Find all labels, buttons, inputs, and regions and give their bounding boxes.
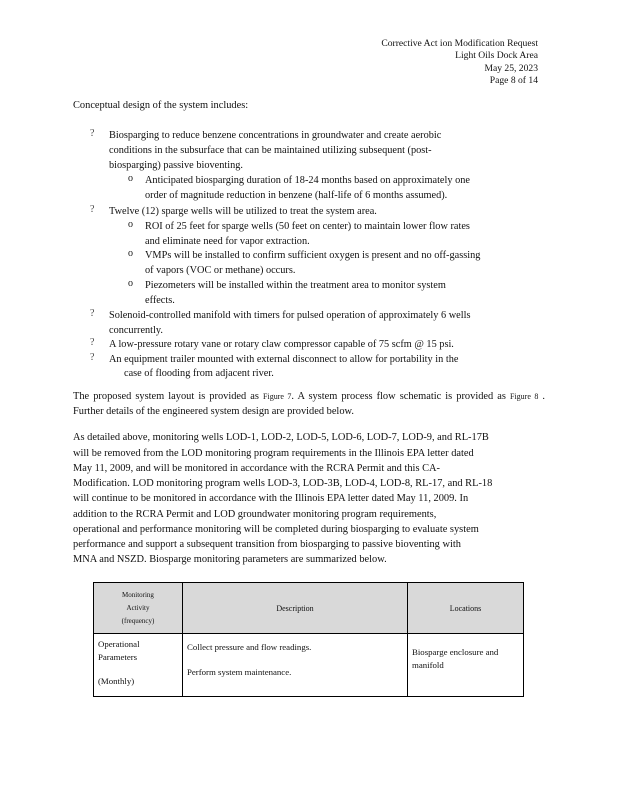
header-area: Light Oils Dock Area [455, 50, 538, 62]
header-description: Description [183, 583, 408, 634]
cell-activity [94, 634, 183, 697]
para3-line-4: Modification. LOD monitoring program wells LOD-3, LOD-3B, LOD-4, LOD-8, RL-17, and RL-18 [73, 478, 493, 489]
table-row [94, 634, 524, 697]
para3-line-5: will continue to be monitored in accordance with the Illinois EPA letter dated May 11, 2009. In [73, 493, 469, 504]
system-layout-paragraph [73, 389, 545, 419]
header-doc-title: Corrective Act ion Modification Request [381, 38, 538, 49]
para3-line-9: MNA and NSZD. Biosparge monitoring parameters are summarized below. [73, 554, 387, 565]
cell-description [183, 634, 408, 697]
para3-line-1: As detailed above, monitoring wells LOD-1, LOD-2, LOD-5, LOD-6, LOD-7, LOD-9, and RL-17B [73, 432, 489, 443]
bullet-5-line-2: case of flooding from adjacent river. [124, 368, 274, 379]
sub-bullet-1-1-line-1: Anticipated biosparging duration of 18-24 months based on approximately one [145, 175, 470, 186]
table-header-row [94, 583, 524, 634]
header-monitoring-activity [94, 583, 183, 634]
header-locations: Locations [408, 583, 524, 634]
bullet-marker: ? [90, 337, 95, 348]
header-activity-line-1: Monitoring [122, 590, 154, 599]
cell-locations [408, 634, 524, 697]
page-header [381, 38, 538, 88]
header-activity-line-3: (frequency) [121, 616, 155, 625]
sub-bullet-2-3-line-1: Piezometers will be installed within the treatment area to monitor system [145, 280, 446, 291]
para2-mid: . A system process flow schematic is provided as [291, 391, 510, 402]
header-page-number: Page 8 of 14 [489, 75, 538, 87]
cell-activity-line-2: Parameters [98, 652, 138, 662]
sub-bullet-2-3-line-2: effects. [145, 295, 175, 306]
sub-bullet-2-2-line-1: VMPs will be installed to confirm sufficient oxygen is present and no off-gassing [145, 250, 481, 261]
para2-post: . Further details of the engineered system design are provided below. [73, 391, 546, 417]
sub-bullet-marker: o [128, 278, 133, 289]
sub-bullet-1-1-line-2: order of magnitude reduction in benzene (half-life of 6 months assumed). [145, 190, 448, 201]
bullet-5-line-1: An equipment trailer mounted with external disconnect to allow for portability in the [109, 354, 459, 365]
sub-bullet-2-1-line-1: ROI of 25 feet for sparge wells (50 feet on center) to maintain lower flow rates [145, 221, 470, 232]
monitoring-table [93, 582, 524, 697]
cell-activity-line-1: Operational [98, 639, 140, 649]
bullet-1-line-1: Biosparging to reduce benzene concentrations in groundwater and create aerobic [109, 130, 442, 141]
header-activity-line-2: Activity [126, 603, 150, 612]
sub-bullet-marker: o [128, 173, 133, 184]
para2-pre: The proposed system layout is provided as [73, 391, 264, 402]
cell-description-line-2: Perform system maintenance. [187, 667, 292, 677]
bullet-marker: ? [90, 308, 95, 319]
para3-line-6: addition to the RCRA Permit and LOD groundwater monitoring program requirements, [73, 509, 437, 520]
cell-description-line-1: Collect pressure and flow readings. [187, 642, 312, 652]
cell-locations-line-2: manifold [412, 660, 444, 670]
sub-bullet-marker: o [128, 219, 133, 230]
cell-activity-line-3: (Monthly) [98, 676, 135, 686]
bullet-marker: ? [90, 128, 95, 139]
cell-locations-line-1: Biosparge enclosure and [412, 647, 499, 657]
bullet-1-line-3: biosparging) passive bioventing. [109, 160, 243, 171]
para3-line-7: operational and performance monitoring will be completed during biosparging to evaluate system [73, 524, 479, 535]
intro-text: Conceptual design of the system includes: [73, 100, 249, 111]
bullet-marker: ? [90, 204, 95, 215]
para3-line-2: will be removed from the LOD monitoring program requirements in the Illinois EPA letter dated [73, 448, 474, 459]
para3-line-3: May 11, 2009, and will be monitored in accordance with the RCRA Permit and this CA- [73, 463, 440, 474]
bullet-3-line-2: concurrently. [109, 325, 163, 336]
sub-bullet-marker: o [128, 248, 133, 259]
sub-bullet-2-1-line-2: and eliminate need for vapor extraction. [145, 236, 310, 247]
bullet-marker: ? [90, 352, 95, 363]
bullet-3-line-1: Solenoid-controlled manifold with timers for pulsed operation of approximately 6 wells [109, 310, 471, 321]
figure-8-reference: Figure 8 [510, 392, 539, 401]
sub-bullet-2-2-line-2: of vapors (VOC or methane) occurs. [145, 265, 296, 276]
bullet-2-line-1: Twelve (12) sparge wells will be utilized to treat the system area. [109, 206, 377, 217]
para3-line-8: performance and support a subsequent transition from biosparging to passive bioventing with [73, 539, 461, 550]
bullet-1-line-2: conditions in the subsurface that can be maintained utilizing subsequent (post- [109, 145, 432, 156]
figure-7-reference: Figure 7 [263, 392, 292, 401]
header-date: May 25, 2023 [484, 62, 538, 74]
bullet-4-line-1: A low-pressure rotary vane or rotary claw compressor capable of 75 scfm @ 15 psi. [109, 339, 454, 350]
